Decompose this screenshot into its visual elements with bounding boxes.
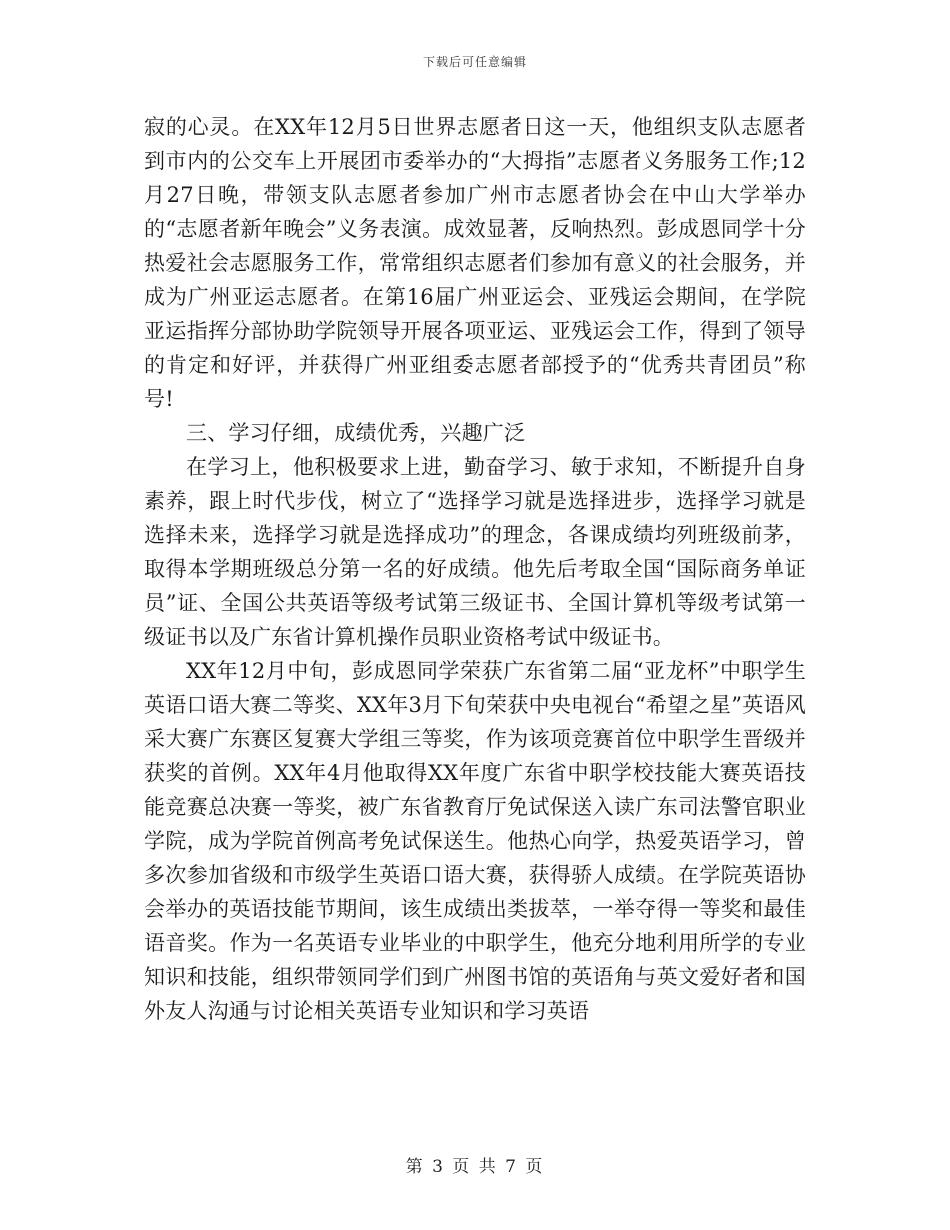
page-header: 下载后可任意编辑 [422,55,527,69]
paragraph-volunteer: 寂的心灵。在XX年12月5日世界志愿者日这一天，他组织支队志愿者到市内的公交车上开展团市委举办的“大拇指”志愿者义务服务工作;12月27日晚，带领支队志愿者参加广州市志愿者协会在中山大学举办的“志愿者新年晚会”义务表演。成效显著，反响热烈。彭成恩同学十分热爱社会志愿服务工作，常常组织志愿者们参加有意义的社会服务，并成为广州亚运志愿者。在第16届广州亚运会、亚残运会期间，在学院亚运指挥分部协助学院领导开展各项亚运、亚残运会工作，得到了领导的肯定和好评，并获得广州亚组委志愿者部授予的“优秀共青团员”称号! [144,115,806,411]
section-heading-study: 三、学习仔细，成绩优秀，兴趣广泛 [186,421,526,445]
paragraph-awards: XX年12月中旬，彭成恩同学荣获广东省第二届“亚龙杯”中职学生英语口语大赛二等奖、XX年3月下旬荣获中央电视台“希望之星”英语风采大赛广东赛区复赛大学组三等奖，作为该项竞赛首位中职学生晋级并获奖的首例。XX年4月他取得XX年度广东省中职学校技能大赛英语技能竞赛总决赛一等奖，被广东省教育厅免试保送入读广东司法警官职业学院，成为学院首例高考免试保送生。他热心向学，热爱英语学习，曾多次参加省级和市级学生英语口语大赛，获得骄人成绩。在学院英语协会举办的英语技能节期间，该生成绩出类拔萃，一举夺得一等奖和最佳语音奖。作为一名英语专业毕业的中职学生，他充分地利用所学的专业知识和技能，组织带领同学们到广州图书馆的英语角与英文爱好者和国外友人沟通与讨论相关英语专业知识和学习英语 [144,659,806,1023]
document-body [144,110,806,1028]
paragraph-study: 在学习上，他积极要求上进，勤奋学习、敏于求知，不断提升自身素养，跟上时代步伐，树立了“选择学习就是选择进步，选择学习就是选择未来，选择学习就是选择成功”的理念，各课成绩均列班级前茅，取得本学期班级总分第一名的好成绩。他先后考取全国“国际商务单证员”证、全国公共英语等级考试第三级证书、全国计算机等级考试第一级证书以及广东省计算机操作员职业资格考试中级证书。 [144,455,806,649]
page-footer: 第 3 页 共 7 页 [405,1157,545,1177]
